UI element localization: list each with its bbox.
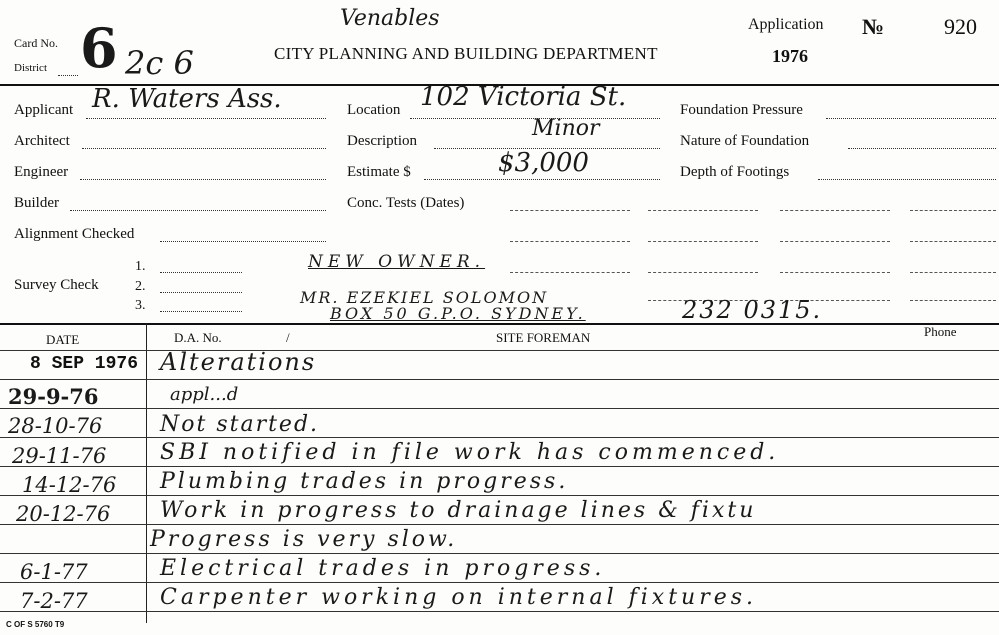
entry-date: 14-12-76 (22, 473, 117, 497)
entry-text: Electrical trades in progress. (160, 556, 606, 581)
entry-text: Work in progress to drainage lines & fixtu (160, 498, 757, 523)
owner-address: BOX 50 G.P.O. SYDNEY. (330, 304, 586, 323)
blank-line (910, 210, 996, 211)
entry-text: appl...d (170, 384, 239, 405)
blank-line (910, 272, 996, 273)
entry-text: Carpenter working on internal fixtures. (160, 585, 758, 610)
description-label: Description (347, 133, 417, 149)
row-rule (0, 495, 999, 496)
entry-date: 29-11-76 (12, 444, 107, 468)
phone-header: Phone (924, 324, 957, 339)
log-top-rule (0, 323, 999, 325)
blank-line (780, 241, 890, 242)
owner-name: MR. EZEKIEL SOLOMON (300, 288, 549, 307)
row-rule (0, 466, 999, 467)
new-owner-heading: NEW OWNER. (308, 252, 486, 272)
district-dotted-line (58, 75, 78, 76)
estimate-line (424, 179, 660, 180)
survey-label: Survey Check (14, 277, 99, 293)
entry-date: 20-12-76 (16, 502, 111, 526)
depth-of-footings-label: Depth of Footings (680, 164, 790, 180)
estimate-value: $3,000 (498, 148, 589, 178)
blank-line (910, 241, 996, 242)
blank-line (648, 272, 758, 273)
date-column-rule (146, 323, 147, 623)
architect-label: Architect (14, 133, 70, 149)
alignment-label: Alignment Checked (14, 226, 135, 242)
entry-text: Not started. (160, 412, 320, 437)
site-foreman-header: SITE FOREMAN (496, 330, 591, 345)
entry-text: Progress is very slow. (150, 527, 458, 552)
blank-line (780, 272, 890, 273)
da-number-value: / (286, 330, 290, 345)
estimate-label: Estimate $ (347, 164, 411, 180)
number-symbol: № (862, 14, 885, 39)
blank-line (648, 210, 758, 211)
survey-2: 2. (135, 279, 146, 294)
entry-date: 29-9-76 (8, 384, 99, 409)
card-number-value: 6 (80, 16, 118, 80)
row-rule (0, 611, 999, 612)
foundation-pressure-line (826, 118, 996, 119)
application-year: 1976 (772, 46, 808, 66)
application-label: Application (748, 16, 824, 33)
blank-line (780, 210, 890, 211)
district-label: District (14, 62, 47, 74)
row-rule (0, 379, 999, 380)
builder-label: Builder (14, 195, 59, 211)
survey-line-3 (160, 311, 242, 312)
blank-line (510, 272, 630, 273)
foundation-pressure-label: Foundation Pressure (680, 102, 803, 118)
location-label: Location (347, 102, 401, 118)
applicant-value: R. Waters Ass. (92, 84, 282, 114)
survey-3: 3. (135, 298, 146, 313)
location-value: 102 Victoria St. (420, 82, 627, 112)
blank-line (510, 241, 630, 242)
entry-date: 6-1-77 (20, 560, 88, 584)
depth-of-footings-line (818, 179, 996, 180)
card-no-label: Card No. (14, 36, 58, 50)
nature-of-foundation-label: Nature of Foundation (680, 133, 810, 149)
row-rule (0, 524, 999, 525)
street-handwritten: Venables (340, 6, 440, 31)
applicant-line (86, 118, 326, 119)
entry-text: SBI notified in file work has commenced. (160, 440, 780, 465)
architect-line (82, 148, 326, 149)
application-number: 920 (944, 14, 977, 39)
date-column-header: DATE (46, 332, 80, 347)
conc-tests-label: Conc. Tests (Dates) (347, 195, 465, 211)
entry-text: Alterations (160, 348, 317, 376)
applicant-label: Applicant (14, 102, 74, 118)
form-code: C OF S 5760 T9 (6, 620, 65, 629)
engineer-label: Engineer (14, 164, 69, 180)
row-rule (0, 350, 999, 351)
description-value: Minor (532, 116, 600, 141)
row-rule (0, 408, 999, 409)
entry-text: Plumbing trades in progress. (160, 469, 569, 494)
nature-of-foundation-line (848, 148, 996, 149)
row-rule (0, 553, 999, 554)
entry-date: 8 SEP 1976 (30, 354, 139, 374)
survey-line-1 (160, 272, 242, 273)
da-number-label: D.A. No. (174, 330, 222, 345)
blank-line (648, 241, 758, 242)
blank-line (510, 210, 630, 211)
survey-line-2 (160, 292, 242, 293)
builder-line (70, 210, 326, 211)
row-rule (0, 437, 999, 438)
entry-date: 7-2-77 (20, 589, 88, 613)
district-value: 2c 6 (125, 44, 194, 82)
alignment-line (160, 241, 326, 242)
blank-line (910, 300, 996, 301)
department-title: CITY PLANNING AND BUILDING DEPARTMENT (274, 44, 658, 63)
entry-date: 28-10-76 (8, 414, 103, 438)
row-rule (0, 582, 999, 583)
engineer-line (80, 179, 326, 180)
owner-phone: 232 0315. (682, 296, 823, 324)
survey-1: 1. (135, 259, 146, 274)
